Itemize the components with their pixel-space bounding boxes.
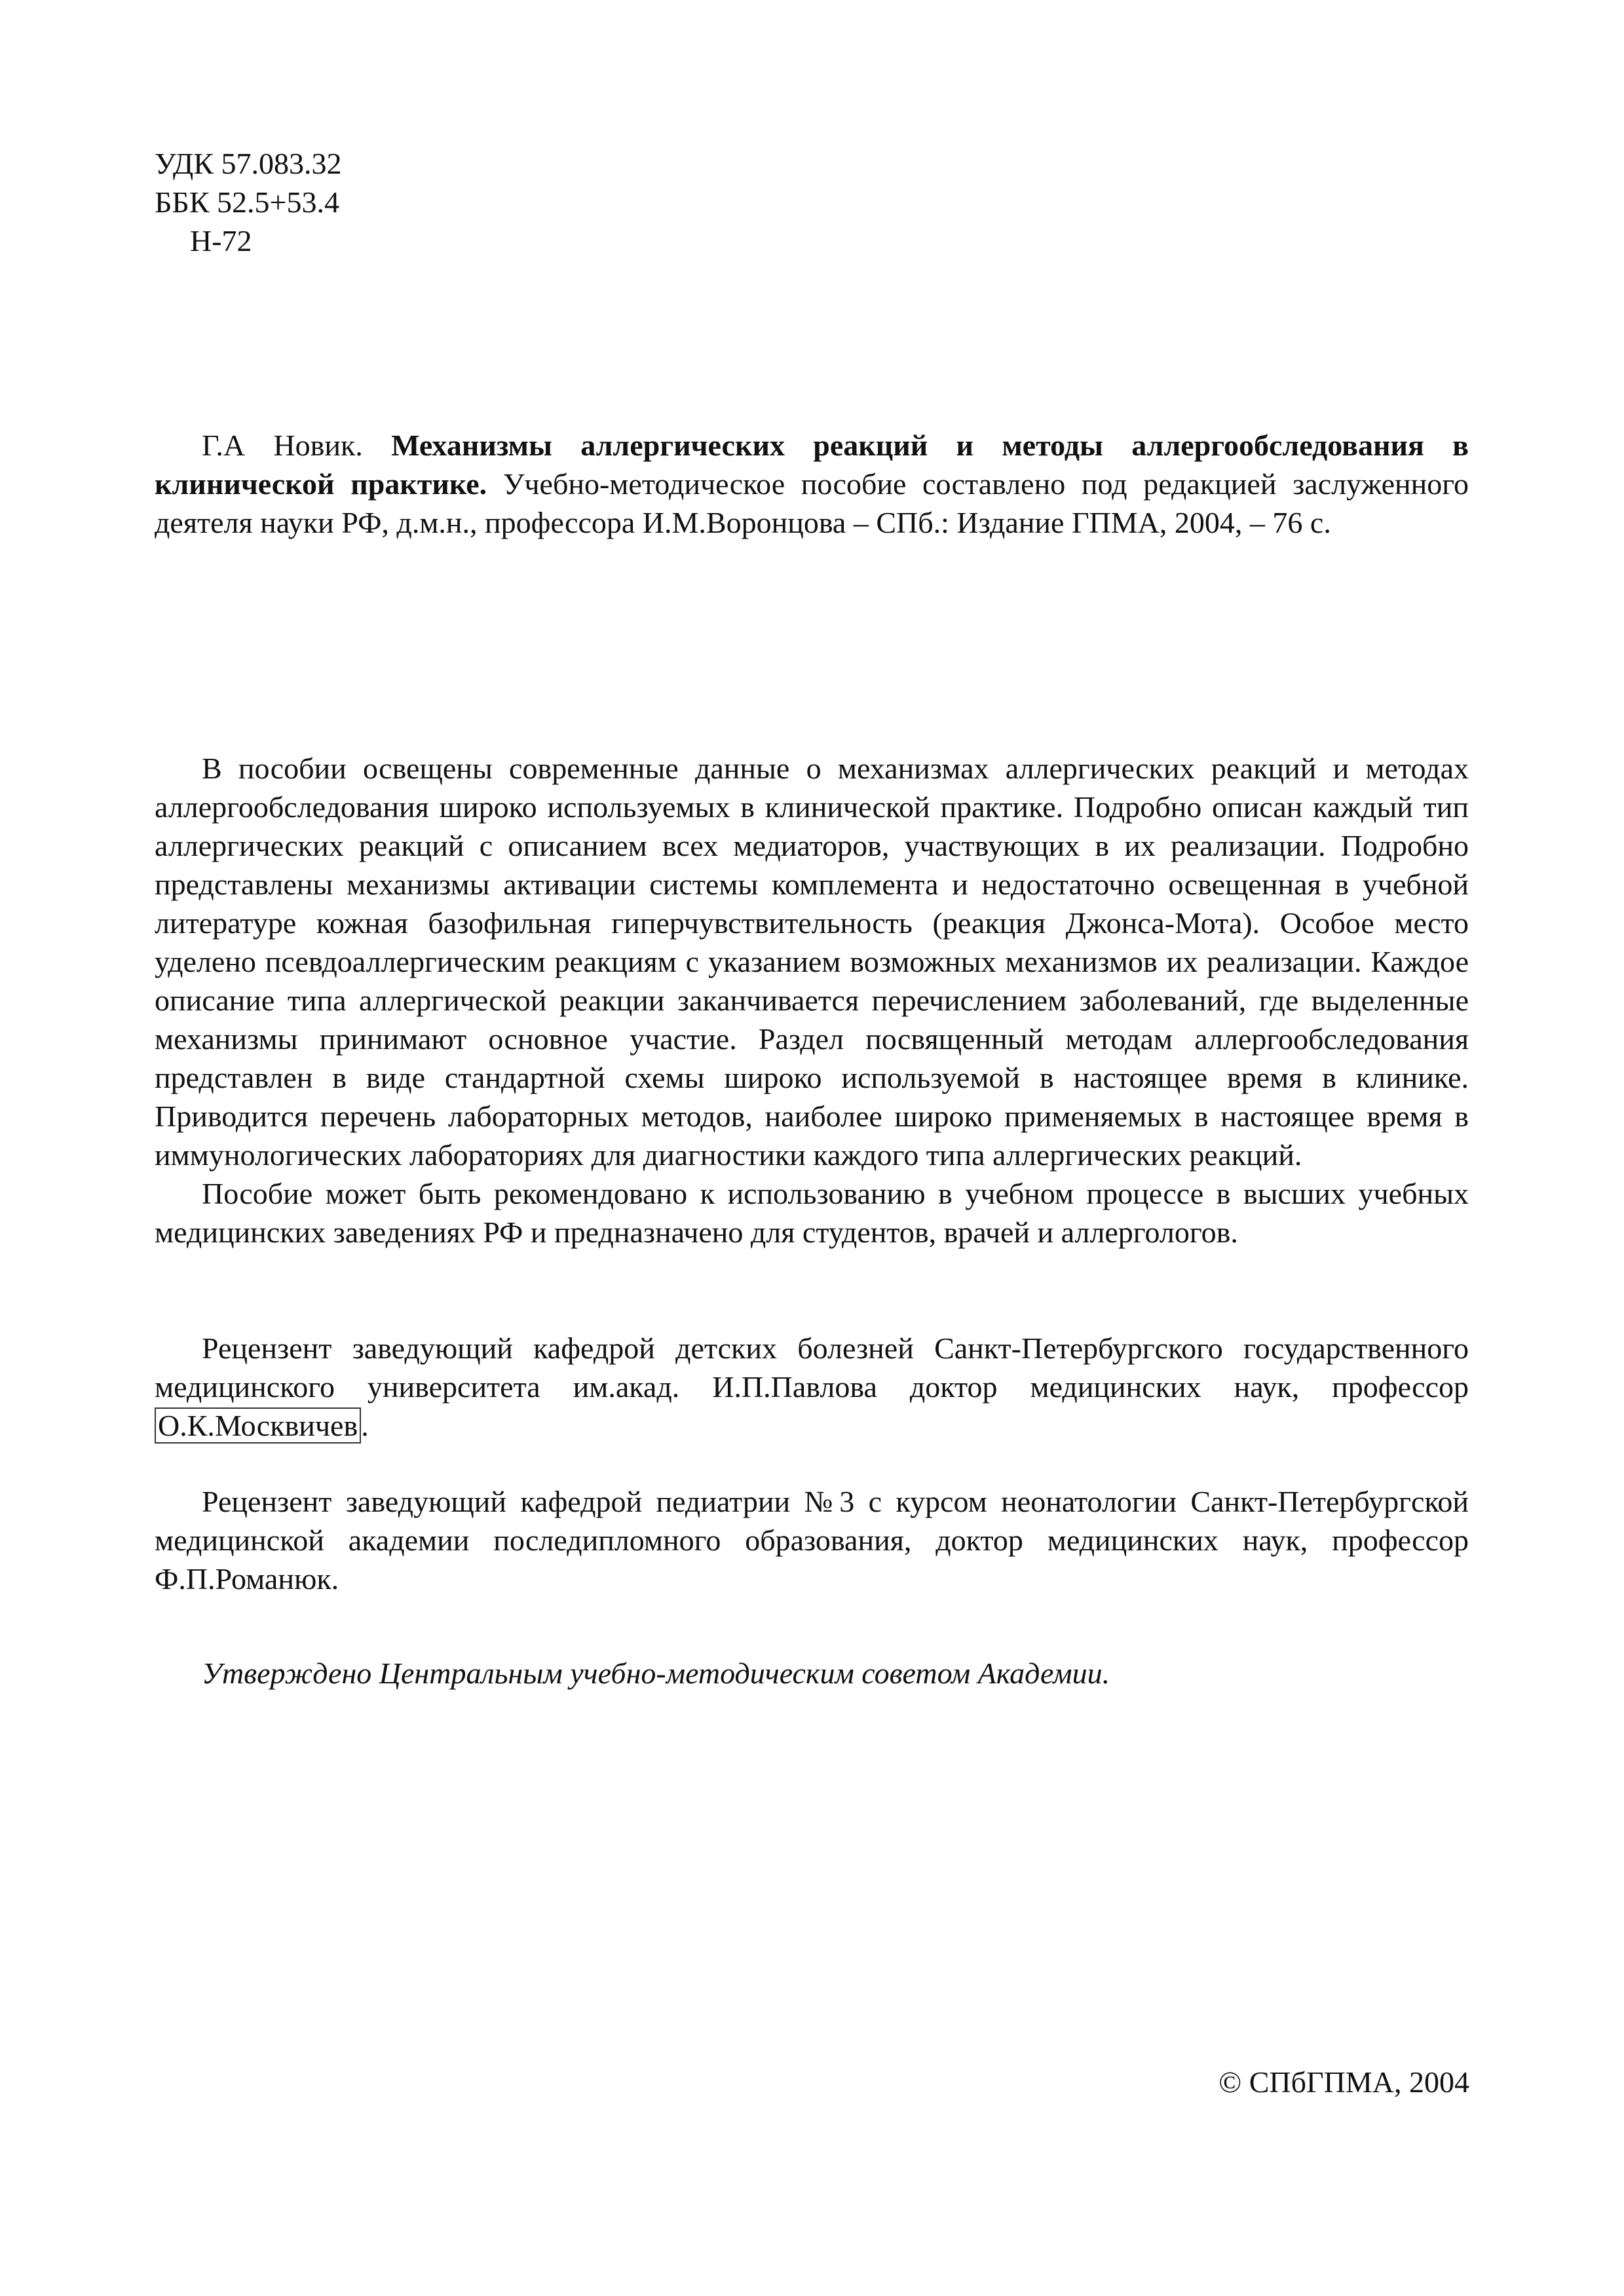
- abstract-paragraph: Пособие может быть рекомендовано к использованию в учебном процессе в высших учебных медицинских заведениях РФ и предназначено для студентов, врачей и аллергологов.: [155, 1177, 1469, 1249]
- author-name: Г.А Новик.: [202, 429, 363, 462]
- udk-code: УДК 57.083.32: [155, 147, 342, 180]
- reviewer-1-name: О.К.Москвичев: [155, 1407, 361, 1444]
- copyright-notice: © СПбГПМА, 2004: [1218, 2065, 1469, 2099]
- approval-text: Утверждено Центральным учебно-методическим советом Академии.: [202, 1656, 1110, 1690]
- reviewer-2: [155, 1482, 1469, 1598]
- author-mark: Н-72: [190, 224, 252, 258]
- abstract: [155, 749, 1469, 1252]
- reviewer-2-text: Рецензент заведующий кафедрой педиатрии №3 с курсом неонатологии Санкт-Петербургской медицинской академии последипломного образования, доктор медицинских наук, профессор Ф.П.Романюк.: [155, 1485, 1469, 1596]
- classification-codes: [155, 144, 341, 260]
- reviewer-1: [155, 1329, 1469, 1445]
- bibliographic-entry: [155, 426, 1469, 542]
- abstract-paragraph: В пособии освещены современные данные о механизмах аллергических реакций и методах аллергообследования широко используемых в клинической практике. Подробно описан каждый тип аллергических реакций с описанием всех медиаторов, участвующих в их реализации. Подробно представлены механизмы активации системы комплемента и недостаточно освещенная в учебной литературе кожная базофильная гиперчувствительность (реакция Джонса-Мота). Особое место уделено псевдоаллергическим реакциям с указанием возможных механизмов их реализации. Каждое описание типа аллергической реакции заканчивается перечислением заболеваний, где выделенные механизмы принимают основное участие. Раздел посвященный методам аллергообследования представлен в виде стандартной схемы широко используемой в настоящее время в клинике. Приводится перечень лабораторных методов, наиболее широко применяемых в настоящее время в иммунологических лабораториях для диагностики каждого типа аллергических реакций.: [155, 752, 1469, 1172]
- approval-note: [155, 1654, 1469, 1693]
- book-title: Механизмы аллергических реакций и методы аллергообследования в клинической практике.: [155, 429, 1469, 501]
- reviewer-1-text: Рецензент заведующий кафедрой детских болезней Санкт-Петербургского государственного медицинского университета им.акад. И.П.Павлова доктор медицинских наук, профессор: [155, 1331, 1469, 1404]
- reviewer-1-end: .: [361, 1409, 369, 1442]
- book-description: Учебно-методическое пособие составлено под редакцией заслуженного деятеля науки РФ, д.м.н., профессора И.М.Воронцова – СПб.: Издание ГПМА, 2004, – 76 с.: [155, 467, 1469, 539]
- bbk-code: ББК 52.5+53.4: [155, 185, 339, 219]
